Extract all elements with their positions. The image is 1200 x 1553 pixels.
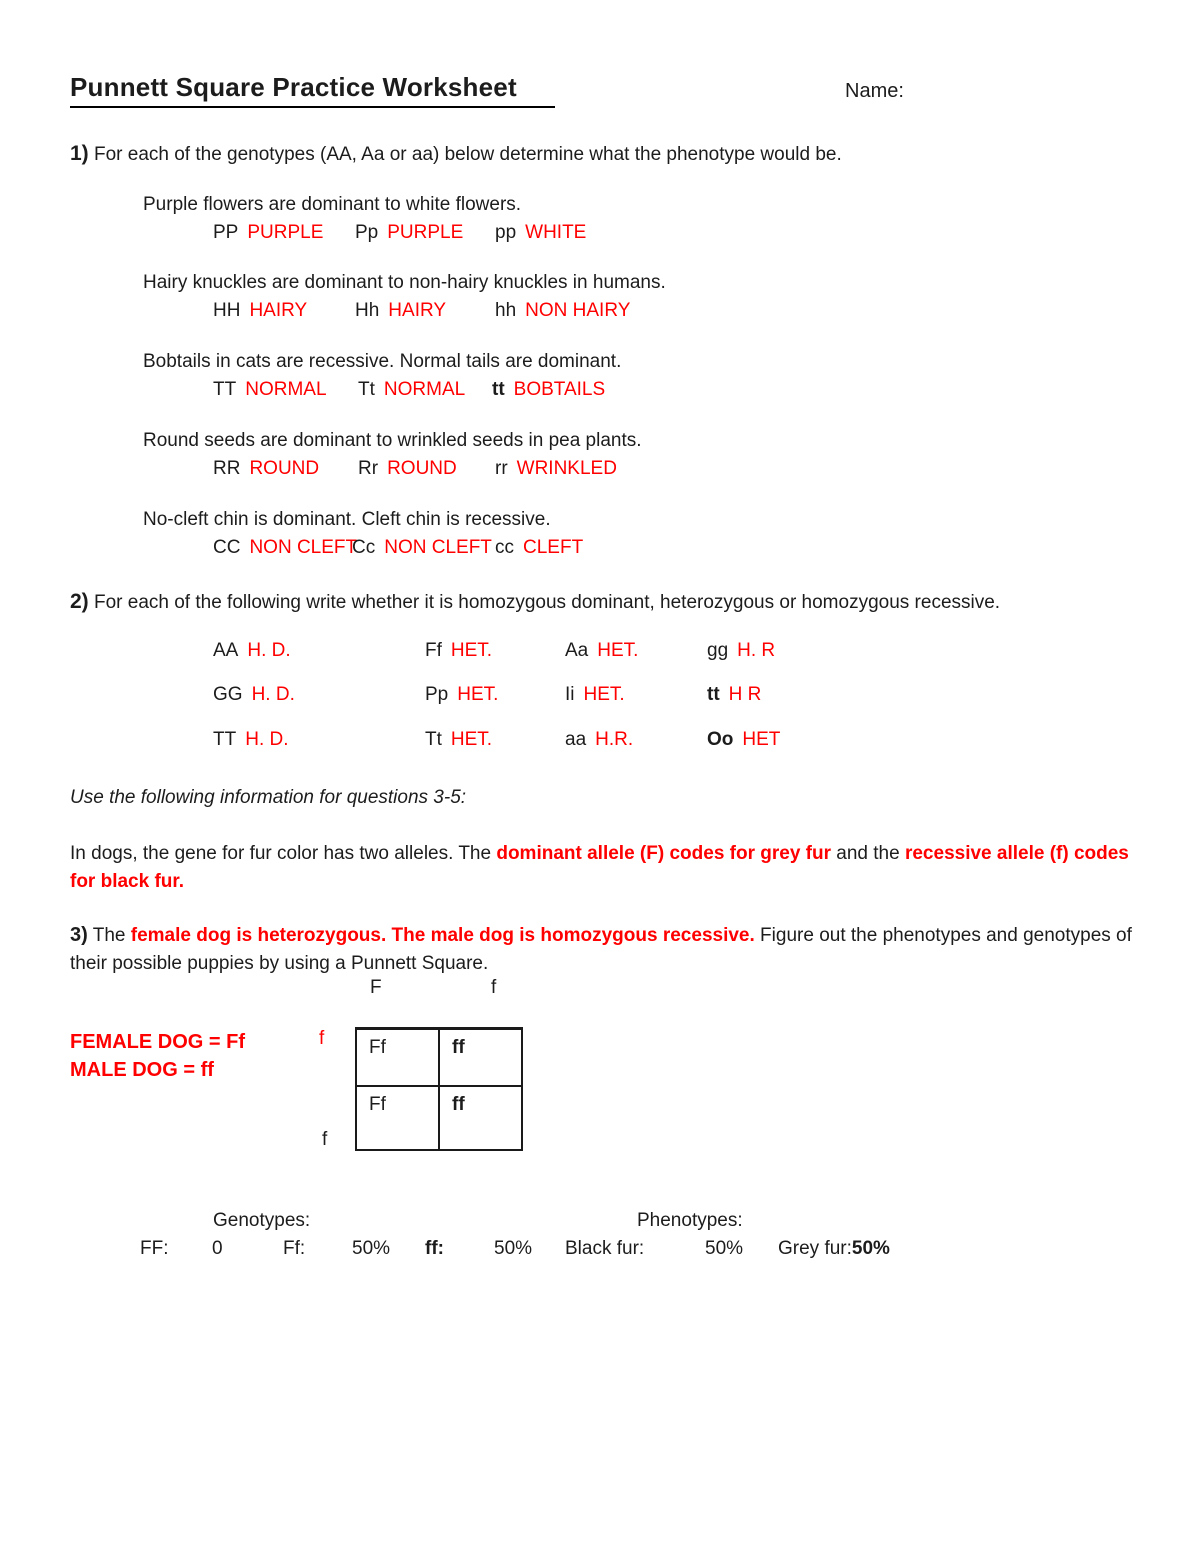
genotype-label: AA [213, 640, 239, 661]
genotype-answer [355, 222, 463, 244]
genotype-answer [495, 300, 630, 322]
genotype-label: rr [495, 458, 508, 479]
classification-item [425, 640, 492, 662]
genotype-label: Hh [355, 300, 380, 321]
classification-answer: H. D. [247, 640, 291, 661]
phenotype-answer: HAIRY [388, 300, 447, 321]
genotype-answer [495, 458, 617, 480]
classification-answer: H R [728, 684, 762, 705]
classification-answer: H. R [737, 640, 776, 661]
classification-answer: HET. [450, 729, 493, 750]
stat-label-recessive: ff: [425, 1238, 444, 1259]
classification-answer: H. D. [245, 729, 289, 750]
info-paragraph [70, 840, 1132, 896]
genotype-label: RR [213, 458, 241, 479]
genotype-answer [358, 379, 465, 401]
classification-item [213, 729, 289, 751]
genotype-label: GG [213, 684, 243, 705]
male-dog-text: MALE DOG = [70, 1059, 201, 1081]
classification-answer: HET. [597, 640, 639, 661]
genotype-label: TT [213, 379, 237, 400]
stat-label-heterozygous: Ff: [283, 1238, 306, 1259]
trait-statement: Bobtails in cats are recessive. Normal tails are dominant. [143, 351, 622, 372]
phenotype-answer: NON CLEFT [249, 537, 358, 558]
stat-value-recessive: 50% [494, 1238, 533, 1259]
phenotype-answer: NON CLEFT [384, 537, 492, 558]
classification-item [707, 729, 780, 751]
classification-item [565, 640, 638, 662]
genotype-label: Ff [425, 640, 442, 661]
phenotype-answer: WRINKLED [516, 458, 617, 479]
genotype-label: tt [707, 684, 720, 705]
male-dog-genotype: ff [200, 1059, 214, 1081]
genotype-answer [495, 537, 583, 559]
genotype-answer [213, 537, 357, 559]
classification-answer: HET. [450, 640, 493, 661]
punnett-col-header: f [491, 977, 497, 998]
phenotype-answer: NORMAL [245, 379, 327, 400]
stat-label-ff-dominant: FF: [140, 1238, 169, 1259]
punnett-row-header: f [322, 1129, 328, 1150]
genotype-label: Cc [352, 537, 376, 558]
stat-grey-fur [778, 1238, 890, 1260]
stat-label-black-fur: Black fur: [565, 1238, 645, 1259]
genotype-label: gg [707, 640, 729, 661]
genotypes-heading: Genotypes: [213, 1210, 311, 1231]
stat-label-grey-fur: Grey fur: [778, 1238, 852, 1259]
recessive-allele-text: recessive allele (f) codes for black fur. [70, 843, 1129, 892]
classification-item [565, 684, 625, 706]
stat-value-grey-fur: 50% [851, 1238, 890, 1259]
genotype-answer [213, 458, 319, 480]
genotype-label: Aa [565, 640, 589, 661]
phenotype-answer: NON HAIRY [525, 300, 631, 321]
classification-answer: H. D. [251, 684, 295, 705]
info-text: In dogs, the gene for fur color has two alleles. The [70, 843, 497, 864]
female-dog-label: FEMALE DOG = Ff [70, 1031, 245, 1053]
classification-answer: HET. [583, 684, 625, 705]
stat-value-ff-dominant: 0 [212, 1238, 223, 1259]
genotype-label: tt [492, 379, 505, 400]
phenotype-answer: ROUND [249, 458, 320, 479]
phenotype-answer: ROUND [387, 458, 457, 479]
genotype-label: CC [213, 537, 241, 558]
genotype-label: Pp [425, 684, 449, 705]
question-2-text: For each of the following write whether it is homozygous dominant, heterozygous or homozygous recessive. [93, 592, 1001, 613]
genotype-label: HH [213, 300, 241, 321]
trait-statement: Purple flowers are dominant to white flowers. [143, 194, 522, 215]
question-2-number: 2) [70, 590, 89, 613]
male-dog-label [70, 1056, 214, 1084]
trait-statement: No-cleft chin is dominant. Cleft chin is recessive. [143, 509, 551, 530]
dominant-allele-text: dominant allele (F) codes for grey fur [496, 843, 832, 864]
question-1-text: For each of the genotypes (AA, Aa or aa) below determine what the phenotype would be. [93, 144, 842, 165]
classification-item [425, 684, 498, 706]
phenotype-answer: NORMAL [383, 379, 466, 400]
question-3-highlight: female dog is heterozygous. The male dog is homozygous recessive. [130, 925, 755, 946]
genotype-answer [355, 300, 446, 322]
genotype-answer [352, 537, 492, 559]
punnett-cell: ff [440, 1030, 521, 1087]
genotype-answer [213, 379, 327, 401]
genotype-label: Tt [358, 379, 375, 400]
genotype-label: Ii [565, 684, 575, 705]
classification-item [213, 684, 295, 706]
info-text: and the [831, 843, 905, 864]
genotype-label: Rr [358, 458, 379, 479]
phenotype-answer: HAIRY [249, 300, 308, 321]
genotype-answer [213, 222, 323, 244]
genotype-answer [492, 379, 605, 401]
genotype-label: TT [213, 729, 237, 750]
phenotypes-heading: Phenotypes: [637, 1210, 743, 1231]
page-title: Punnett Square Practice Worksheet [70, 72, 555, 108]
genotype-label: Oo [707, 729, 734, 750]
phenotype-answer: WHITE [525, 222, 587, 243]
classification-item [707, 640, 775, 662]
punnett-cell: Ff [357, 1030, 440, 1087]
question-3-number: 3) [70, 924, 88, 946]
classification-item [707, 684, 761, 706]
question-2 [70, 590, 1000, 614]
trait-statement: Round seeds are dominant to wrinkled seeds in pea plants. [143, 430, 642, 451]
classification-answer: HET [742, 729, 781, 750]
stat-value-heterozygous: 50% [352, 1238, 391, 1259]
punnett-cell: Ff [357, 1087, 440, 1149]
classification-item [213, 640, 291, 662]
genotype-label: pp [495, 222, 517, 243]
punnett-col-header: F [370, 977, 382, 998]
phenotype-answer: BOBTAILS [513, 379, 606, 400]
classification-item [425, 729, 492, 751]
genotype-label: Tt [425, 729, 442, 750]
classification-answer: H.R. [595, 729, 634, 750]
phenotype-answer: PURPLE [247, 222, 324, 243]
genotype-label: hh [495, 300, 517, 321]
phenotype-answer: PURPLE [387, 222, 464, 243]
name-label: Name: [845, 80, 904, 102]
punnett-square [355, 1027, 523, 1151]
classification-answer: HET. [457, 684, 499, 705]
stat-value-black-fur: 50% [705, 1238, 744, 1259]
punnett-row-header: f [319, 1028, 325, 1049]
info-note: Use the following information for questions 3-5: [70, 787, 467, 808]
genotype-label: aa [565, 729, 587, 750]
trait-statement: Hairy knuckles are dominant to non-hairy knuckles in humans. [143, 272, 666, 293]
phenotype-answer: CLEFT [523, 537, 584, 558]
question-3-text: The [87, 925, 131, 946]
genotype-answer [213, 300, 307, 322]
question-1 [70, 142, 842, 166]
question-3-text: Figure out the phenotypes and genotypes of their possible puppies by using a Punnett Square. [70, 925, 1132, 974]
question-1-number: 1) [70, 142, 89, 165]
genotype-label: PP [213, 222, 239, 243]
genotype-label: Pp [355, 222, 379, 243]
genotype-answer [358, 458, 457, 480]
question-3-paragraph [70, 921, 1132, 978]
genotype-answer [495, 222, 586, 244]
classification-item [565, 729, 633, 751]
punnett-cell: ff [452, 1094, 465, 1115]
genotype-label: cc [495, 537, 514, 558]
